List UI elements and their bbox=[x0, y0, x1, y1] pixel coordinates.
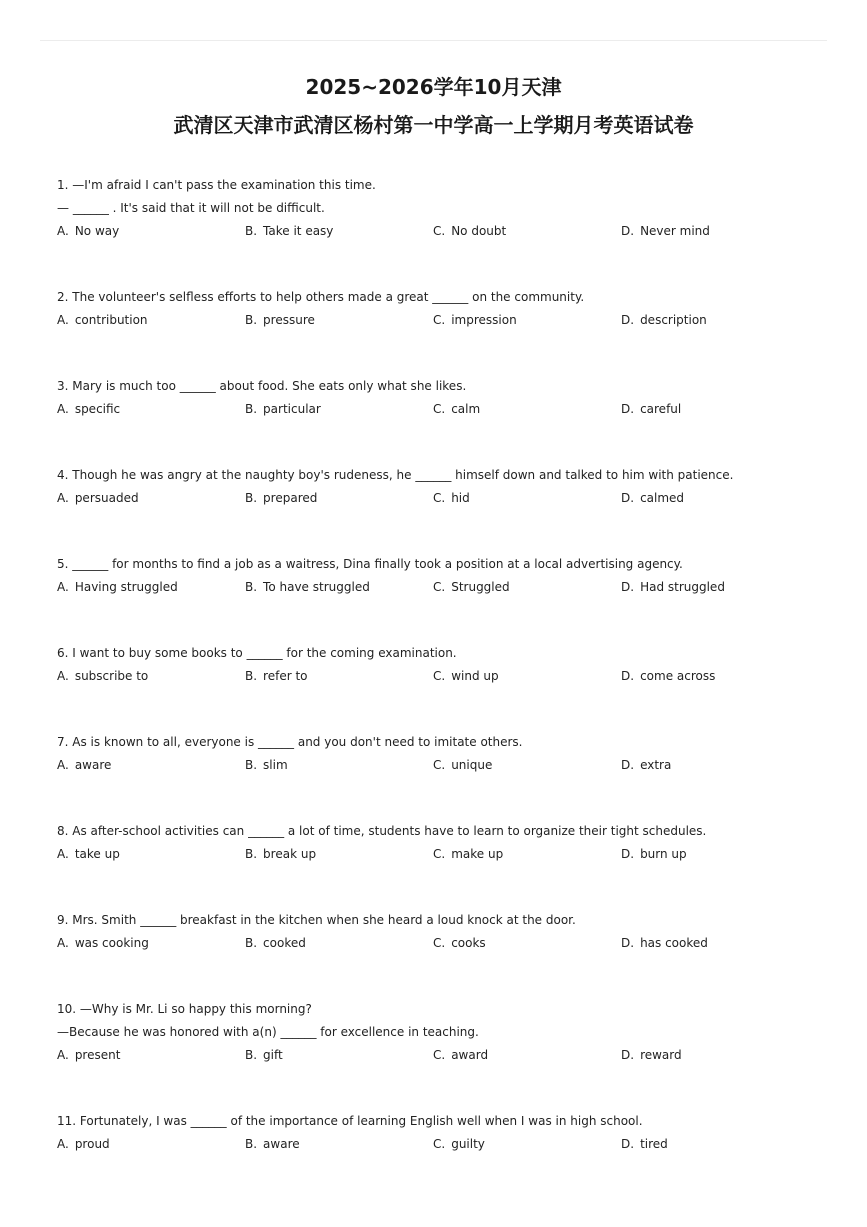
answer-option bbox=[245, 665, 433, 688]
question-text: — ______ . It's said that it will not be difficult. bbox=[57, 201, 325, 215]
option-letter: C. bbox=[433, 402, 446, 416]
option-text: No way bbox=[74, 224, 120, 238]
question-text: 1. —I'm afraid I can't pass the examination this time. bbox=[57, 178, 376, 192]
answer-option bbox=[245, 843, 433, 866]
answer-option bbox=[433, 932, 621, 955]
question-text: 8. As after-school activities can ______ a lot of time, students have to learn to organize their tight schedules. bbox=[57, 824, 707, 838]
answer-option bbox=[433, 754, 621, 777]
option-letter: A. bbox=[57, 1048, 69, 1062]
answer-option bbox=[57, 1133, 245, 1156]
answer-option bbox=[621, 843, 809, 866]
option-letter: D. bbox=[621, 313, 635, 327]
option-text: proud bbox=[74, 1137, 110, 1151]
answer-option bbox=[621, 665, 809, 688]
option-text: subscribe to bbox=[74, 669, 149, 683]
answer-option bbox=[621, 309, 809, 332]
answer-option bbox=[57, 576, 245, 599]
answer-option bbox=[433, 665, 621, 688]
answer-option bbox=[57, 754, 245, 777]
option-letter: A. bbox=[57, 313, 69, 327]
option-letter: B. bbox=[245, 580, 258, 594]
answer-option bbox=[433, 487, 621, 510]
question-text: 2. The volunteer's selfless efforts to help others made a great ______ on the community. bbox=[57, 290, 585, 304]
option-text: extra bbox=[640, 758, 672, 772]
answer-option bbox=[433, 220, 621, 243]
answer-option bbox=[433, 843, 621, 866]
option-text: aware bbox=[74, 758, 112, 772]
answer-option bbox=[621, 1133, 809, 1156]
option-text: calmed bbox=[640, 491, 685, 505]
option-letter: B. bbox=[245, 1048, 258, 1062]
answer-option bbox=[57, 932, 245, 955]
question-list bbox=[57, 174, 837, 1156]
answer-option bbox=[245, 576, 433, 599]
answer-option bbox=[57, 220, 245, 243]
option-letter: D. bbox=[621, 402, 635, 416]
option-text: careful bbox=[640, 402, 682, 416]
option-text: has cooked bbox=[640, 936, 708, 950]
option-text: award bbox=[451, 1048, 489, 1062]
option-letter: C. bbox=[433, 313, 446, 327]
option-text: reward bbox=[640, 1048, 682, 1062]
option-text: No doubt bbox=[451, 224, 507, 238]
option-text: guilty bbox=[451, 1137, 485, 1151]
answer-option bbox=[621, 754, 809, 777]
option-letter: D. bbox=[621, 669, 635, 683]
answer-options bbox=[57, 398, 837, 421]
option-text: wind up bbox=[451, 669, 499, 683]
answer-options bbox=[57, 1133, 837, 1156]
option-letter: C. bbox=[433, 669, 446, 683]
option-text: was cooking bbox=[74, 936, 149, 950]
option-letter: A. bbox=[57, 580, 69, 594]
option-letter: D. bbox=[621, 936, 635, 950]
question-2 bbox=[57, 286, 837, 332]
option-letter: B. bbox=[245, 491, 258, 505]
option-letter: D. bbox=[621, 580, 635, 594]
option-text: tired bbox=[640, 1137, 668, 1151]
option-text: unique bbox=[451, 758, 493, 772]
option-text: impression bbox=[451, 313, 517, 327]
answer-option bbox=[57, 665, 245, 688]
option-text: refer to bbox=[263, 669, 308, 683]
option-letter: B. bbox=[245, 847, 258, 861]
option-letter: A. bbox=[57, 847, 69, 861]
option-letter: A. bbox=[57, 1137, 69, 1151]
option-text: cooked bbox=[263, 936, 306, 950]
option-text: Struggled bbox=[451, 580, 510, 594]
answer-option bbox=[621, 932, 809, 955]
question-text: 10. —Why is Mr. Li so happy this morning? bbox=[57, 1002, 312, 1016]
question-10 bbox=[57, 998, 837, 1067]
option-letter: C. bbox=[433, 758, 446, 772]
question-6 bbox=[57, 642, 837, 688]
option-text: particular bbox=[263, 402, 321, 416]
option-letter: D. bbox=[621, 491, 635, 505]
answer-options bbox=[57, 843, 837, 866]
question-7 bbox=[57, 731, 837, 777]
answer-options bbox=[57, 665, 837, 688]
answer-options bbox=[57, 754, 837, 777]
question-text: 5. ______ for months to find a job as a waitress, Dina finally took a position at a local advertising agency. bbox=[57, 557, 683, 571]
option-letter: A. bbox=[57, 758, 69, 772]
answer-option bbox=[245, 220, 433, 243]
answer-option bbox=[433, 309, 621, 332]
option-letter: C. bbox=[433, 1137, 446, 1151]
question-text: 11. Fortunately, I was ______ of the importance of learning English well when I was in high school. bbox=[57, 1114, 643, 1128]
question-text: 4. Though he was angry at the naughty boy's rudeness, he ______ himself down and talked to him with patience. bbox=[57, 468, 734, 482]
option-text: slim bbox=[263, 758, 288, 772]
answer-option bbox=[433, 576, 621, 599]
option-text: hid bbox=[451, 491, 470, 505]
answer-options bbox=[57, 309, 837, 332]
page-title-line2: 武清区天津市武清区杨村第一中学高一上学期月考英语试卷 bbox=[173, 113, 694, 137]
option-text: prepared bbox=[263, 491, 318, 505]
question-11 bbox=[57, 1110, 837, 1156]
question-text: —Because he was honored with a(n) ______ for excellence in teaching. bbox=[57, 1025, 479, 1039]
option-letter: A. bbox=[57, 936, 69, 950]
answer-option bbox=[433, 1044, 621, 1067]
option-text: Having struggled bbox=[74, 580, 178, 594]
option-letter: D. bbox=[621, 758, 635, 772]
question-5 bbox=[57, 553, 837, 599]
question-text: 7. As is known to all, everyone is ______ and you don't need to imitate others. bbox=[57, 735, 523, 749]
answer-option bbox=[57, 309, 245, 332]
answer-options bbox=[57, 932, 837, 955]
option-letter: D. bbox=[621, 1137, 635, 1151]
answer-option bbox=[621, 398, 809, 421]
option-text: Had struggled bbox=[640, 580, 725, 594]
answer-options bbox=[57, 220, 837, 243]
option-letter: C. bbox=[433, 224, 446, 238]
answer-option bbox=[245, 754, 433, 777]
option-letter: D. bbox=[621, 224, 635, 238]
option-letter: B. bbox=[245, 313, 258, 327]
answer-option bbox=[621, 487, 809, 510]
option-letter: C. bbox=[433, 936, 446, 950]
option-text: burn up bbox=[640, 847, 687, 861]
answer-option bbox=[245, 309, 433, 332]
option-letter: B. bbox=[245, 402, 258, 416]
option-letter: A. bbox=[57, 669, 69, 683]
option-text: Take it easy bbox=[263, 224, 334, 238]
answer-option bbox=[621, 576, 809, 599]
option-text: pressure bbox=[263, 313, 315, 327]
option-text: take up bbox=[74, 847, 120, 861]
option-letter: D. bbox=[621, 1048, 635, 1062]
page-title-line1: 2025~2026学年10月天津 bbox=[305, 75, 562, 99]
option-text: persuaded bbox=[74, 491, 139, 505]
answer-option bbox=[433, 398, 621, 421]
option-letter: D. bbox=[621, 847, 635, 861]
question-text: 9. Mrs. Smith ______ breakfast in the kitchen when she heard a loud knock at the door. bbox=[57, 913, 576, 927]
option-letter: A. bbox=[57, 224, 69, 238]
answer-option bbox=[245, 932, 433, 955]
answer-option bbox=[245, 398, 433, 421]
question-4 bbox=[57, 464, 837, 510]
option-letter: C. bbox=[433, 1048, 446, 1062]
option-text: contribution bbox=[74, 313, 148, 327]
answer-option bbox=[57, 487, 245, 510]
answer-option bbox=[245, 1044, 433, 1067]
option-letter: A. bbox=[57, 402, 69, 416]
option-text: break up bbox=[263, 847, 317, 861]
answer-options bbox=[57, 1044, 837, 1067]
answer-options bbox=[57, 487, 837, 510]
option-letter: C. bbox=[433, 847, 446, 861]
answer-option bbox=[433, 1133, 621, 1156]
question-1 bbox=[57, 174, 837, 243]
option-text: description bbox=[640, 313, 707, 327]
option-letter: B. bbox=[245, 936, 258, 950]
option-text: aware bbox=[263, 1137, 300, 1151]
option-text: specific bbox=[74, 402, 121, 416]
option-text: cooks bbox=[451, 936, 486, 950]
option-text: calm bbox=[451, 402, 481, 416]
question-text: 3. Mary is much too ______ about food. She eats only what she likes. bbox=[57, 379, 467, 393]
question-9 bbox=[57, 909, 837, 955]
question-8 bbox=[57, 820, 837, 866]
answer-option bbox=[245, 1133, 433, 1156]
option-text: come across bbox=[640, 669, 716, 683]
option-letter: C. bbox=[433, 491, 446, 505]
top-divider bbox=[40, 40, 827, 41]
question-text: 6. I want to buy some books to ______ for the coming examination. bbox=[57, 646, 457, 660]
option-letter: B. bbox=[245, 669, 258, 683]
option-letter: A. bbox=[57, 491, 69, 505]
option-letter: B. bbox=[245, 1137, 258, 1151]
answer-option bbox=[245, 487, 433, 510]
option-text: make up bbox=[451, 847, 504, 861]
answer-option bbox=[57, 1044, 245, 1067]
option-text: To have struggled bbox=[263, 580, 370, 594]
option-text: present bbox=[74, 1048, 121, 1062]
answer-option bbox=[57, 843, 245, 866]
option-text: gift bbox=[263, 1048, 283, 1062]
answer-option bbox=[621, 1044, 809, 1067]
option-letter: B. bbox=[245, 224, 258, 238]
answer-option bbox=[57, 398, 245, 421]
option-letter: C. bbox=[433, 580, 446, 594]
answer-options bbox=[57, 576, 837, 599]
question-3 bbox=[57, 375, 837, 421]
option-text: Never mind bbox=[640, 224, 710, 238]
answer-option bbox=[621, 220, 809, 243]
option-letter: B. bbox=[245, 758, 258, 772]
